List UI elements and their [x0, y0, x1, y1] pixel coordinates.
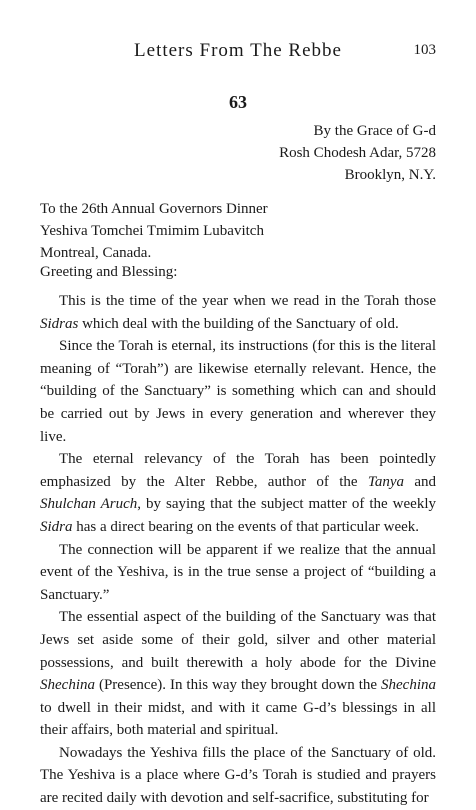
body-paragraph [40, 742, 436, 810]
addressee-line: To the 26th Annual Governors Dinner [40, 201, 268, 217]
addressee-block [40, 198, 268, 264]
paragraph-text: The connection will be apparent if we realize that the annual event of the Yeshiva, is in the true sense a project of “building a Sanctuary.” [40, 541, 436, 603]
italic-term: Tanya [367, 473, 404, 490]
italic-term: Shulchan Aruch [40, 496, 138, 513]
paragraph-text: and [404, 473, 436, 490]
paragraph-text: The essential aspect of the building of the Sanctuary was that Jews set aside some of their gold, silver and other material possessions, and built therewith a holy abode for the Divine [40, 609, 436, 671]
dateline-line: By the Grace of G-d [313, 123, 436, 139]
letter-body [40, 290, 436, 810]
body-paragraph [40, 448, 436, 538]
paragraph-text: This is the time of the year when we read in the Torah those [59, 293, 436, 309]
dateline-line: Brooklyn, N.Y. [344, 167, 436, 183]
paragraph-text: The eternal relevancy of the Torah has been pointedly emphasized by the Alter Rebbe, author of the [40, 451, 436, 490]
italic-term: Sidras [40, 315, 79, 332]
body-paragraph [40, 290, 436, 335]
paragraph-text: (Presence). In this way they brought down the [94, 677, 382, 694]
body-paragraph [40, 335, 436, 448]
paragraph-text: Nowadays the Yeshiva fills the place of the Sanctuary of old. The Yeshiva is a place where G-d’s Torah is studied and prayers are recited daily with devotion and self-sacrifice, substituting for [40, 744, 436, 807]
body-paragraph [40, 539, 436, 607]
paragraph-text: has a direct bearing on the events of that particular week. [72, 518, 420, 535]
page-number: 103 [413, 42, 436, 58]
body-paragraph [40, 606, 436, 742]
dateline-line: Rosh Chodesh Adar, 5728 [279, 145, 436, 161]
letter-number: 63 [229, 92, 247, 112]
paragraph-text: which deal with the building of the Sanctuary of old. [78, 315, 399, 332]
paragraph-text: to dwell in their midst, and with it came G-d’s blessings in all their affairs, both material and spiritual. [40, 699, 436, 739]
italic-term: Sidra [40, 518, 73, 535]
dateline [279, 120, 436, 186]
page-header [0, 40, 476, 64]
running-title: Letters From The Rebbe [134, 40, 342, 61]
italic-term: Shechina [40, 677, 95, 694]
greeting: Greeting and Blessing: [40, 264, 178, 280]
italic-term: Shechina [381, 677, 436, 694]
addressee-line: Montreal, Canada. [40, 245, 152, 261]
paragraph-text: Since the Torah is eternal, its instructions (for this is the literal meaning of “Torah”) are likewise eternally relevant. Hence, the “building of the Sanctuary” is something which can and should be carried out by Jews in every generation and wherever they live. [40, 338, 436, 445]
paragraph-text: , by saying that the subject matter of the weekly [137, 496, 436, 513]
addressee-line: Yeshiva Tomchei Tmimim Lubavitch [40, 223, 264, 239]
